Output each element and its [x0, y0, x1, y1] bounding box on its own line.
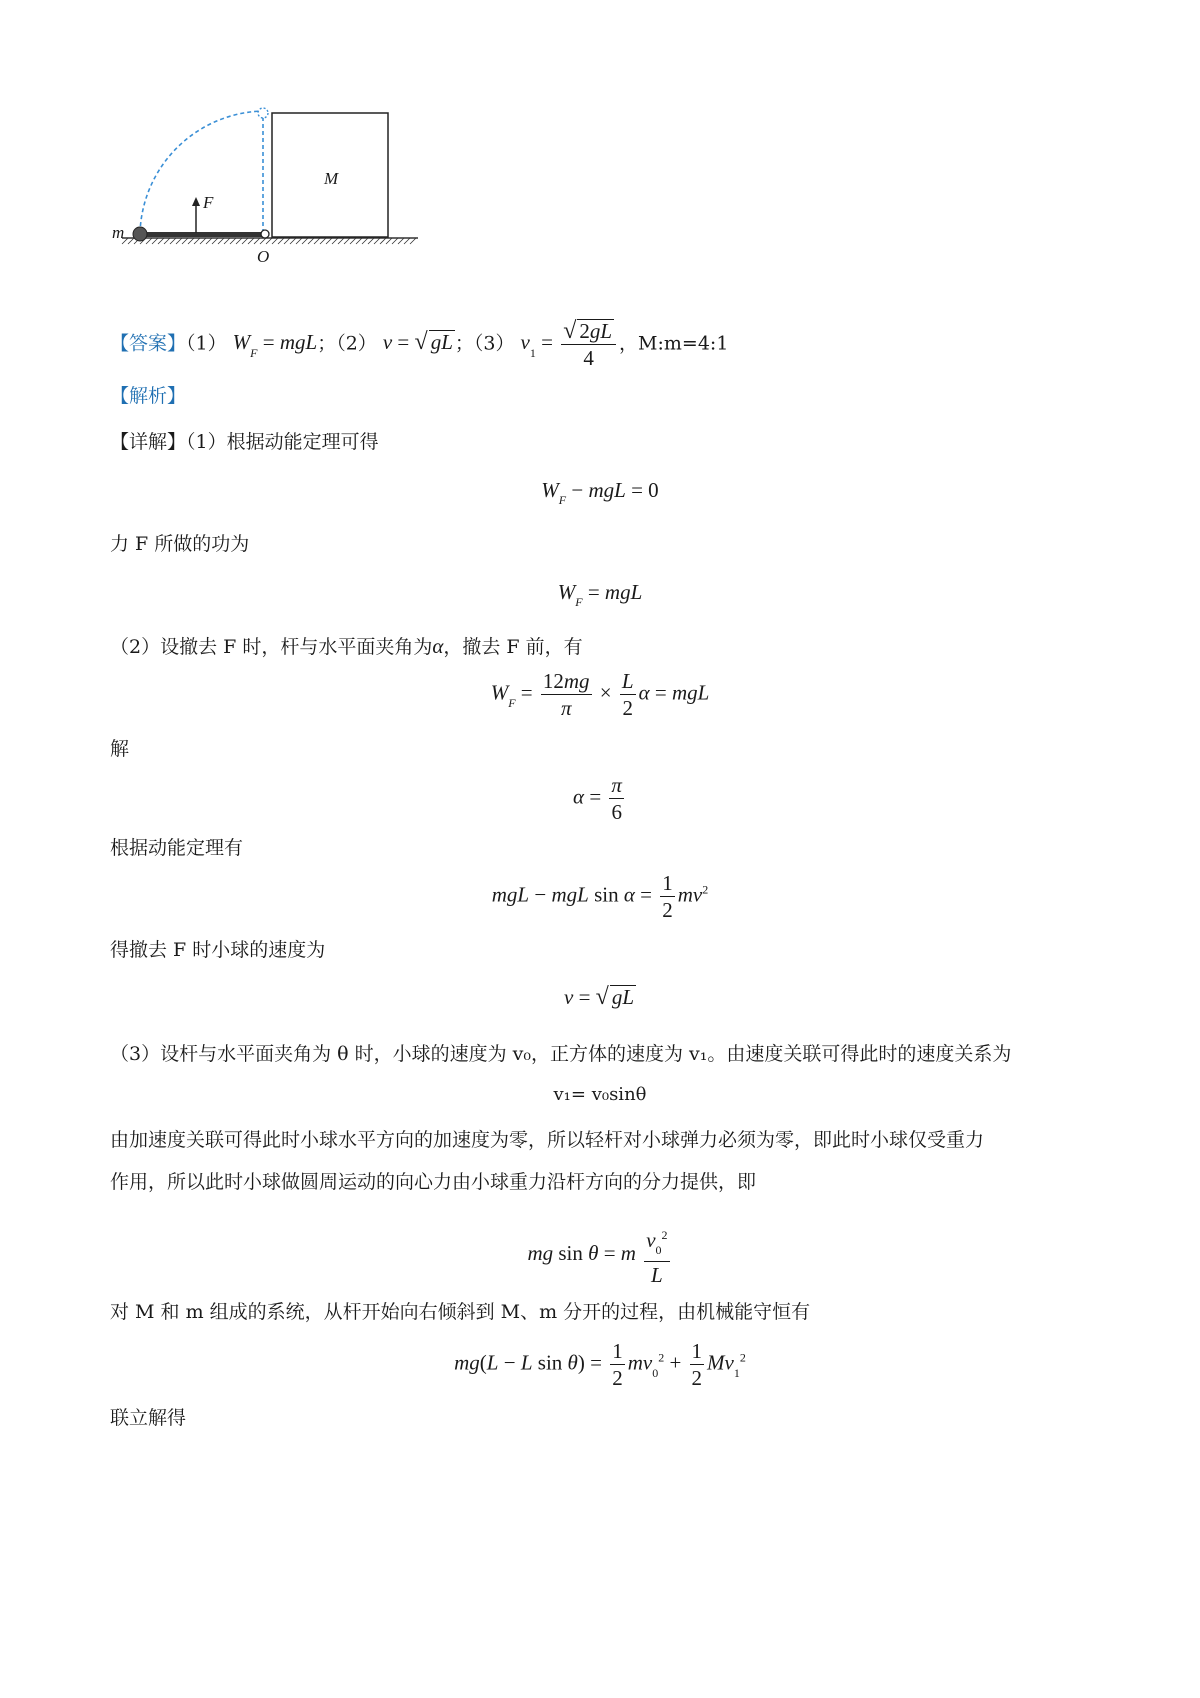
label-M: M	[324, 169, 339, 188]
eq-v1: v₁= v₀sinθ	[553, 1084, 647, 1105]
trajectory-arc	[140, 111, 265, 233]
pivot-o	[261, 230, 269, 238]
text-t5: 得撤去 F 时小球的速度为	[110, 939, 326, 961]
answer-eq-3: $v_1$ = $\frac{√ 2gL}{4}$	[521, 330, 620, 354]
eq-wf-minus: $W_F$ − mgL = 0	[541, 478, 659, 508]
answer-eq-2: v = √ gL	[382, 329, 453, 356]
ball-m	[133, 227, 147, 241]
answer-tag: 【答案】	[110, 332, 187, 355]
text-t9: 对 M 和 m 组成的系统，从杆开始向右倾斜到 M、m 分开的过程，由机械能守恒有	[110, 1301, 811, 1323]
top-position-circle	[258, 108, 268, 118]
eq-wf: $W_F$ = mgL	[557, 580, 643, 610]
eq-alpha: α = $\frac{\pi}{6}$	[573, 773, 622, 824]
eq-work-integral: $W_F$ = $\frac{12mg}{\pi}$ × $\frac{L}{2}$ α = mgL	[490, 669, 710, 720]
text-t8: 作用，所以此时小球做圆周运动的向心力由小球重力沿杆方向的分力提供，即	[110, 1171, 757, 1193]
text-t6: （3）设杆与水平面夹角为 θ 时，小球的速度为 v₀，正方体的速度为 v₁。由速度关联可得此时的速度关系为	[110, 1043, 1012, 1065]
answer-line: 【答案】（1） $W_F$ = mgL；（2） v = √ gL ；（3） $v_1$ = $\frac{√ 2gL}{4}$ ，M:m=4:1	[110, 318, 729, 370]
ground	[122, 238, 418, 244]
detail-line: 【详解】（1）根据动能定理可得	[110, 431, 379, 453]
answer-eq-1: $W_F$ = mgL	[232, 330, 318, 360]
force-arrowhead	[192, 197, 200, 206]
eq-energy: mgL − mgL sin α = $\frac{1}{2}$ $mv^2$	[491, 871, 709, 922]
text-t10: 联立解得	[110, 1407, 187, 1429]
eq-centripetal: mg sin θ = m $\frac{v_0^2}{L}$	[0, 1222, 1200, 1288]
text-t7: 由加速度关联可得此时小球水平方向的加速度为零，所以轻杆对小球弹力必须为零，即此时小球仅受重力	[110, 1129, 985, 1151]
text-t4: 根据动能定理有	[110, 837, 244, 859]
eq-v: v = √ gL	[563, 984, 635, 1010]
label-F: F	[203, 193, 214, 212]
label-O: O	[257, 247, 270, 266]
text-t3: 解	[110, 738, 130, 760]
label-m: m	[112, 223, 125, 242]
text-t1: 力 F 所做的功为	[110, 533, 250, 555]
analysis-tag: 【解析】	[110, 385, 187, 407]
text-t2: （2）设撤去 F 时，杆与水平面夹角为α，撤去 F 前，有	[110, 634, 583, 658]
eq-conservation: mg(L − L sin θ) = $\frac{1}{2}$ $mv_0^2$ + $\frac{1}{2}$ $Mv_1^2$	[454, 1339, 746, 1390]
rod	[142, 232, 264, 237]
answer-ratio: ，M:m=4:1	[619, 332, 729, 355]
physics-diagram	[100, 95, 430, 275]
